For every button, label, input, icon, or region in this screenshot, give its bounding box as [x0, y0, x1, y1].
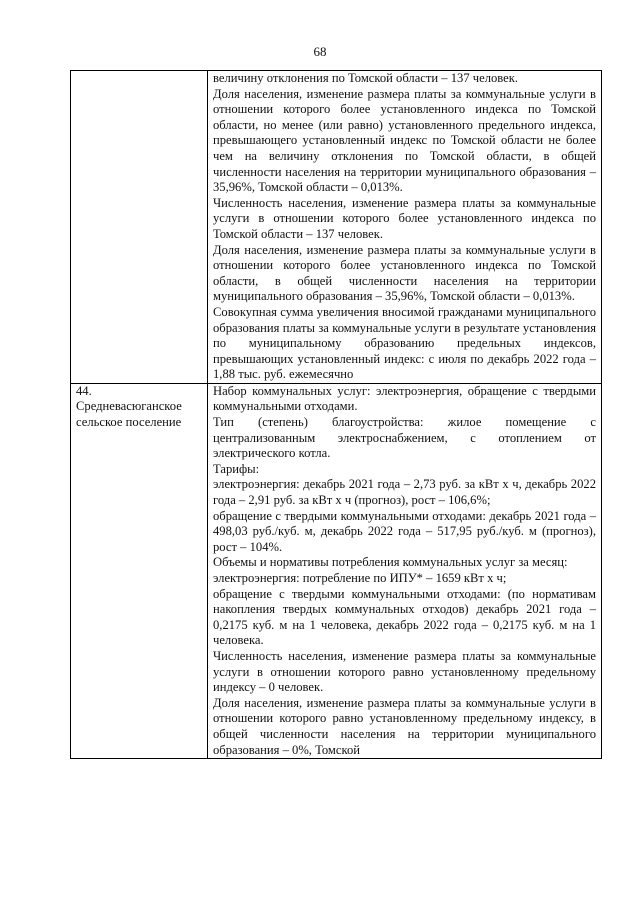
- page-number: 68: [313, 44, 327, 59]
- paragraph: Объемы и нормативы потребления коммунальных услуг за месяц:: [213, 555, 568, 570]
- paragraph: обращение с твердыми коммунальными отходами: декабрь 2021 года – 498,03 руб./куб. м, декабрь 2022 года – 517,95 руб./куб. м (прогноз), рост – 104%.: [213, 508, 596, 554]
- paragraph: Набор коммунальных услуг: электроэнергия, обращение с твердыми коммунальными отходами.: [213, 383, 596, 414]
- row-1-description-cell: [208, 71, 602, 384]
- paragraph: Численность населения, изменение размера платы за коммунальные услуги в отношении которого равно установленному предельному индексу – 0 человек.: [213, 648, 596, 695]
- table-row: [71, 383, 602, 758]
- document-table: [70, 70, 602, 759]
- row-number: 44.: [76, 383, 92, 398]
- paragraph: Тип (степень) благоустройства: жилое помещение с централизованным электроснабжением, с отоплением от электрического котла.: [213, 415, 596, 461]
- paragraph: величину отклонения по Томской области – 137 человек.: [213, 71, 519, 85]
- paragraph: обращение с твердыми коммунальными отходами: (по нормативам накопления твердых коммунальных отходов) декабрь 2021 года – 0,2175 куб. м на 1 человека, декабрь 2022 года – 0,2175 куб. м на 1 человека.: [213, 586, 596, 648]
- municipality-name: Средневасюганское сельское поселение: [76, 399, 182, 430]
- paragraph: электроэнергия: декабрь 2021 года – 2,73 руб. за кВт х ч, декабрь 2022 года – 2,91 руб. за кВт х ч (прогноз), рост – 106,6%;: [213, 477, 596, 508]
- paragraph: Численность населения, изменение размера платы за коммунальные услуги в отношении которого более установленного индекса по Томской области – 137 человек.: [213, 195, 596, 241]
- paragraph: Совокупная сумма увеличения вносимой гражданами муниципального образования платы за коммунальные услуги в результате установления по муниципальному образованию предельных индексов, превышающих установленный индекс: с июля по декабрь 2022 года – 1,88 тыс. руб. ежемесячно: [213, 304, 596, 382]
- row-2-description-cell: [208, 383, 602, 758]
- paragraph: электроэнергия: потребление по ИПУ* – 1659 кВт х ч;: [213, 571, 507, 585]
- paragraph: Доля населения, изменение размера платы за коммунальные услуги в отношении которого более установленного индекса по Томской области, в общей численности населения на территории муниципального образования – 35,96%, Томской области – 0,013%.: [213, 242, 596, 304]
- paragraph: Доля населения, изменение размера платы за коммунальные услуги в отношении которого более установленного индекса по Томской области, но менее (или равно) установленного предельного индекса, превышающего установленный индекс по Томской области не более чем на величину отклонения по Томской области, в общей численности населения на территории муниципального образования – 35,96%, Томской области – 0,013%.: [213, 86, 596, 195]
- row-2-municipality-cell: [71, 383, 208, 758]
- table-row: [71, 71, 602, 384]
- paragraph: Тарифы:: [213, 461, 260, 476]
- row-1-municipality-cell: [71, 71, 208, 384]
- paragraph: Доля населения, изменение размера платы за коммунальные услуги в отношении которого равно установленному предельному индексу, в общей численности населения на территории муниципального образования – 0%, Томской: [213, 695, 596, 757]
